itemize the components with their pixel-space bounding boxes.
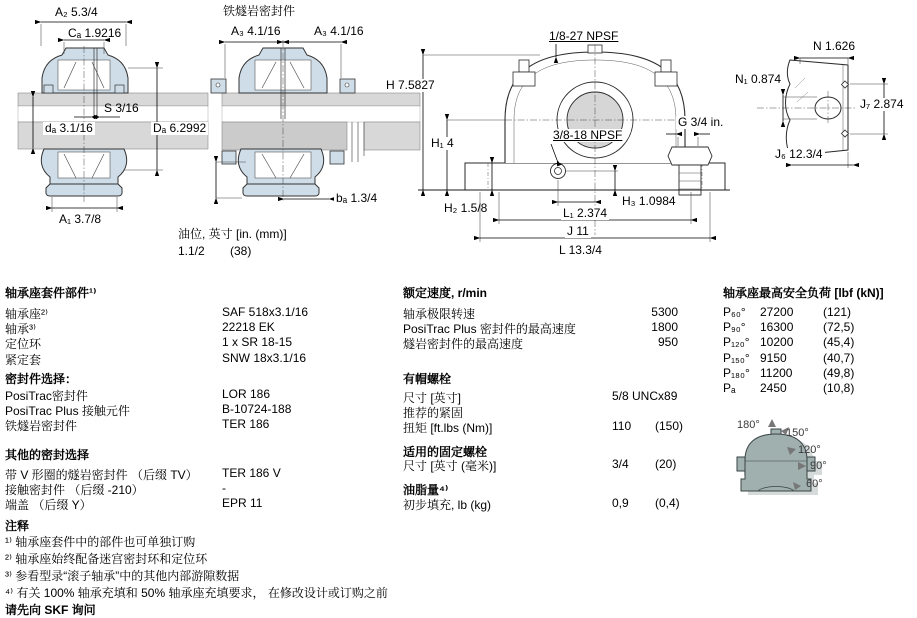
spec-label: 尺寸 [英寸] — [403, 391, 462, 405]
anchor-bolt-section — [403, 443, 676, 472]
grease-section — [403, 481, 680, 511]
load-label: P₉₀° — [723, 320, 746, 335]
load-value: 16300 — [760, 320, 794, 335]
dim-label-a3-right: A₃ 4.1/16 — [314, 24, 364, 38]
shaft-body — [364, 122, 420, 150]
anchor-bolt-header: 适用的固定螺栓 — [403, 445, 488, 459]
load-row — [723, 351, 884, 366]
spec-value-paren: (150) — [655, 419, 684, 434]
spec-row — [403, 320, 678, 335]
dim-label-l: L 13.3/4 — [559, 243, 602, 257]
dim-label-g: G 3/4 in. — [678, 115, 724, 129]
spec-value: 1800 — [651, 320, 678, 335]
spec-label: 紧定套 — [5, 352, 42, 367]
angle-label-60: 60° — [806, 478, 823, 490]
load-label: Pₐ — [723, 380, 736, 395]
angle-label-90: 90° — [810, 460, 827, 472]
oil-level-caption: 油位, 英寸 [in. (mm)] — [178, 227, 287, 241]
load-value: 9150 — [760, 350, 787, 365]
seal-selection-header: 密封件选择： — [5, 372, 78, 386]
spec-row — [403, 457, 676, 472]
spec-value: 950 — [657, 335, 678, 350]
safe-load-header: 轴承座最高安全负荷 [lbf (kN)] — [723, 286, 884, 300]
spec-value-paren: (20) — [655, 457, 677, 471]
spec-label: PosiTrac Plus 接触元件 — [5, 404, 130, 419]
technical-drawings-canvas — [0, 0, 917, 280]
rated-speed-header: 额定速度, r/min — [403, 286, 488, 300]
spec-label: PosiTrac Plus 密封件的最高速度 — [403, 322, 576, 337]
spec-label: 尺寸 [英寸 (毫米)] — [403, 459, 497, 473]
load-value-paren: (45,4) — [823, 335, 855, 350]
cap-bolt-header: 有帽螺栓 — [403, 372, 452, 386]
spec-row — [403, 404, 683, 419]
drawing-cross-section-taconite — [211, 40, 420, 202]
dim-label-a1: A₁ 3.7/8 — [59, 212, 102, 226]
spec-value: B-10724-188 — [222, 402, 292, 417]
housing-kit-section — [5, 284, 308, 366]
dim-label-h: H 7.5827 — [386, 78, 435, 92]
cap-lug — [44, 85, 53, 93]
spec-value: 5300 — [651, 305, 678, 319]
spec-row — [403, 335, 678, 350]
dim-label-s: S 3/16 — [104, 101, 139, 115]
dim-label-ca: Cₐ 1.9216 — [68, 26, 122, 40]
spec-label: 燧岩密封件的最高速度 — [403, 337, 524, 352]
load-value-paren: (49,8) — [823, 365, 855, 380]
other-seal-section — [5, 446, 281, 512]
dim-label-h3: H₃ 1.0984 — [622, 194, 676, 208]
dim-label-h1: H₁ 4 — [431, 136, 454, 150]
spec-row — [5, 351, 308, 366]
note-line: ²⁾ 轴承座始终配备迷宫密封环和定位环 — [5, 552, 208, 566]
spec-value: TER 186 V — [222, 466, 281, 480]
housing-base-plate — [243, 184, 319, 196]
spec-row — [403, 305, 678, 320]
load-value: 27200 — [760, 305, 794, 319]
cap-bolt-boss — [513, 72, 535, 86]
dim-label-ba: bₐ 1.3/4 — [336, 191, 378, 205]
grease-header: 油脂量⁴⁾ — [403, 483, 449, 497]
spec-row — [5, 387, 291, 402]
note-line: ⁴⁾ 有关 100% 轴承充填和 50% 轴承座充填要求， 在修改设计或订购之前 — [5, 586, 388, 600]
cap-bolt — [661, 60, 671, 72]
shaft-body — [222, 122, 347, 150]
note-line: ¹⁾ 轴承座套件中的部件也可单独订购 — [5, 535, 196, 549]
load-value-paren: (121) — [823, 305, 852, 319]
spec-row — [5, 402, 291, 417]
cap-bolt-boss — [655, 72, 677, 86]
dim-label-a2: A₂ 5.3/4 — [55, 5, 98, 19]
load-label: P₁₂₀° — [723, 335, 750, 350]
angle-arrow-180 — [768, 419, 776, 427]
dim-label-npsf-top: 1/8-27 NPSF — [549, 29, 619, 43]
spec-label: 定位环 — [5, 337, 42, 352]
shaft-gap — [222, 106, 420, 122]
spec-value: 110 — [612, 419, 632, 434]
cap-bolt-section — [403, 370, 683, 435]
spec-row — [5, 305, 308, 320]
spec-label: 带 V 形圈的燧岩密封件 （后缀 TV） — [5, 468, 198, 482]
spec-label: 轴承³⁾ — [5, 322, 36, 337]
load-row — [723, 366, 884, 381]
notes-header: 注释 — [5, 519, 30, 533]
spec-value: 5/8 UNCx89 — [612, 389, 678, 403]
taconite-seal — [330, 151, 344, 164]
load-label: P₁₈₀° — [723, 365, 750, 380]
load-value: 2450 — [760, 380, 787, 395]
cap-lug — [115, 85, 124, 93]
spec-value: 22218 EK — [222, 320, 275, 335]
spec-row — [5, 320, 308, 335]
notes-section — [5, 517, 388, 618]
spec-value: SNW 18x3.1/16 — [222, 350, 307, 365]
load-value-paren: (40,7) — [823, 350, 855, 365]
dim-label-n: N 1.626 — [813, 39, 856, 53]
spec-value: EPR 11 — [222, 496, 263, 511]
load-value: 10200 — [760, 335, 794, 350]
dim-label-da-small: dₐ 3.1/16 — [45, 121, 93, 135]
oil-level-inch: 1.1/2 — [178, 244, 205, 258]
spec-value: 3/4 — [612, 457, 629, 471]
load-label: P₆₀° — [723, 305, 746, 319]
drawing-cross-section-standard — [18, 22, 208, 212]
dim-label-a3-left: A₃ 4.1/16 — [231, 24, 281, 38]
cap-bolt — [519, 60, 529, 72]
note-footer: 请先向 SKF 询问 — [5, 603, 96, 617]
housing-kit-header: 轴承座套件部件¹⁾ — [5, 286, 97, 300]
spec-label: 扭矩 [ft.lbs (Nm)] — [403, 421, 493, 436]
safe-load-section — [723, 284, 884, 396]
load-label: P₁₅₀° — [723, 350, 750, 365]
spec-label: 初步填充, lb (kg) — [403, 498, 492, 512]
spec-label: 端盖 （后缀 Y） — [5, 498, 92, 513]
oil-level-mm: (38) — [230, 244, 252, 258]
load-value-paren: (10,8) — [823, 380, 855, 395]
load-value-paren: (72,5) — [823, 320, 855, 335]
grease-bolt-head — [668, 147, 712, 165]
dim-label-j6: J₆ 12.3/4 — [775, 147, 823, 161]
angle-label-150: 150° — [786, 427, 809, 439]
dim-label-j7: J₇ 2.874 — [860, 97, 904, 111]
dim-label-h2: H₂ 1.5/8 — [444, 201, 488, 215]
rated-speed-section — [403, 284, 678, 351]
load-value: 11200 — [760, 365, 793, 380]
dim-label-l1: L₁ 2.374 — [563, 206, 608, 220]
note-line: ³⁾ 参看型录“滚子轴承”中的其他内部游隙数据 — [5, 569, 240, 583]
spec-label: 接触密封件 （后缀 -210） — [5, 483, 144, 498]
spec-row — [5, 417, 291, 432]
dim-label-Da: Dₐ 6.2992 — [153, 121, 207, 135]
spec-value: 0,9 — [612, 496, 629, 510]
spec-value-paren: (0,4) — [655, 496, 680, 510]
dim-label-n1: N₁ 0.874 — [735, 72, 782, 86]
spec-label: 铁燧岩密封件 — [5, 419, 78, 434]
load-row — [723, 320, 884, 335]
spec-label: 轴承座²⁾ — [5, 307, 48, 321]
spec-row — [403, 419, 683, 434]
angle-label-180: 180° — [737, 419, 760, 431]
spec-value: - — [222, 481, 226, 496]
seal-selection-section — [5, 370, 291, 433]
spec-row — [5, 466, 281, 481]
load-row — [723, 381, 884, 396]
other-seal-header: 其他的密封选择 — [5, 448, 90, 462]
spec-value: LOR 186 — [222, 387, 271, 401]
spec-label: 轴承极限转速 — [403, 307, 476, 321]
angle-label-120: 120° — [798, 444, 821, 456]
spec-row — [5, 335, 308, 350]
spec-label: 推荐的紧固 — [403, 406, 464, 421]
load-row — [723, 305, 884, 320]
spec-row — [5, 496, 281, 511]
spec-value: TER 186 — [222, 417, 270, 432]
dim-label-j: J 11 — [567, 224, 589, 238]
shaft-band — [222, 93, 420, 106]
spec-row — [403, 389, 683, 404]
spec-value — [612, 404, 655, 419]
drawing2-title: 铁燧岩密封件 — [223, 4, 296, 18]
load-row — [723, 335, 884, 350]
spec-row — [403, 496, 680, 511]
spec-label: PosiTrac密封件 — [5, 389, 88, 403]
spec-value: SAF 518x3.1/16 — [222, 305, 309, 319]
spec-value: 1 x SR 18-15 — [222, 335, 293, 350]
spec-row — [5, 481, 281, 496]
dim-label-npsf-side: 3/8-18 NPSF — [553, 128, 623, 142]
